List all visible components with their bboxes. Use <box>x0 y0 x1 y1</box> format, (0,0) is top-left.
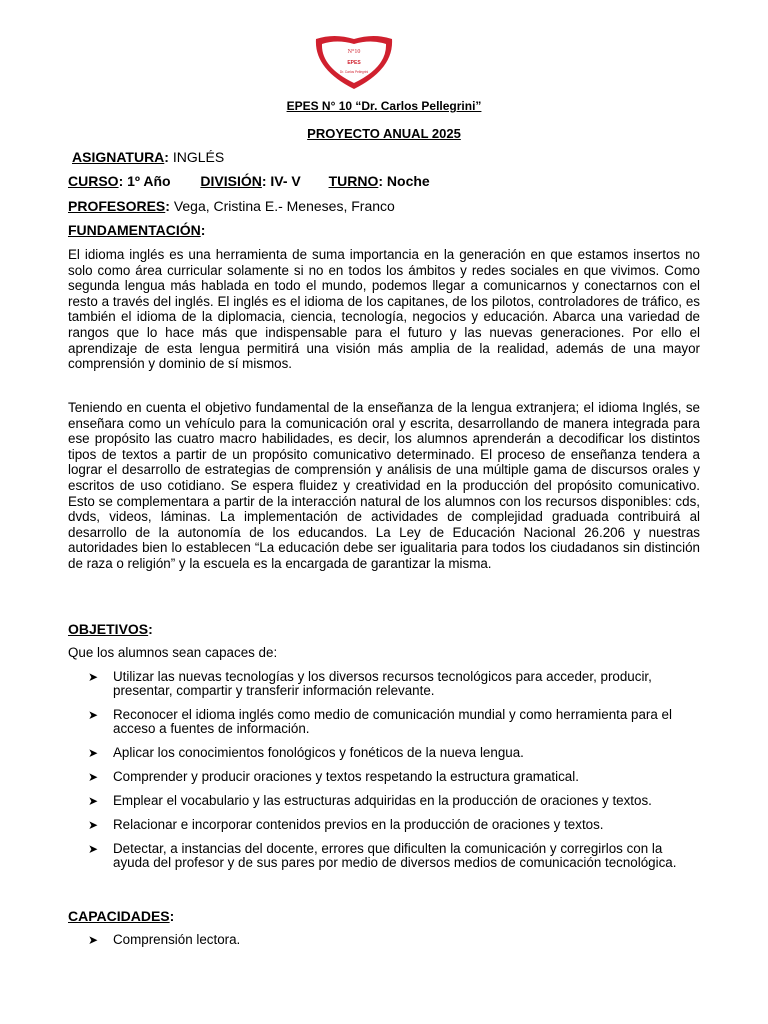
asignatura-label: ASIGNATURA <box>72 149 165 165</box>
list-item: ➤ Utilizar las nuevas tecnologías y los diversos recursos tecnológicos para acceder, producir, presentar, compartir y transferir información relevante. <box>88 669 652 698</box>
profesores-label: PROFESORES <box>68 198 166 214</box>
arrow-bullet-icon: ➤ <box>88 770 99 784</box>
fundamentacion-paragraph-1: El idioma inglés es una herramienta de suma importancia en la generación en que estamos insertos no solo como área curricular solamente si no en todos los ámbitos y redes sociales en que vivimos. Como segunda lengua más hablada en todo el mundo, podemos llegar a comunicarnos y conectarnos con el resto a través del inglés. El inglés es el idioma de los capitanes, de los pilotos, controladores de tráfico, es también el idioma de la diplomacia, ciencia, tecnología, negocios y educación. Abarca una variedad de rangos que lo hace más que indispensable para el futuro y las nuevas generaciones. Por ello el aprendizaje de esta lengua permitirá una visión más amplia de la realidad, además de una mayor comprensión y dominio de sí mismos. <box>68 247 700 372</box>
arrow-bullet-icon: ➤ <box>88 933 99 947</box>
logo-text-mid: EPES <box>347 60 361 66</box>
fundamentacion-paragraph-2: Teniendo en cuenta el objetivo fundamental de la enseñanza de la lengua extranjera; el idioma Inglés, se enseñara como un vehículo para la comunicación oral y escrita, desarrollando de manera integrada para ese propósito las cuatro macro habilidades, es decir, los alumnos aprenderán a decodificar los distintos tipos de textos a partir de un propósito comunicativo determinado. El proceso de enseñanza tendera a lograr el desarrollo de estrategias de comprensión y análisis de una múltiple gama de discursos orales y escritos de uso cotidiano. Se espera fluidez y creatividad en la producción del propósito comunicativo. Esto se complementara a partir de la interacción natural de los alumnos con los recursos disponibles: cds, dvds, videos, láminas. La implementación de actividades de complejidad graduada contribuirá al desarrollo de la autonomía de los educandos. La Ley de Educación Nacional 26.206 y nuestras autoridades bien lo establecen “La educación debe ser igualitaria para todos los ciudadanos sin distinción de raza o religión” y la escuela es la encargada de garantizar la misma. <box>68 400 700 571</box>
capacidades-heading: CAPACIDADES: <box>68 908 175 924</box>
list-item: ➤ Detectar, a instancias del docente, errores que dificulten la comunicación y corregirlos con la ayuda del profesor y de sus pares por medio de diversos medios de comunicación tecnológica. <box>88 841 677 870</box>
curso-label: CURSO <box>68 173 119 189</box>
division-value: IV- V <box>270 173 301 189</box>
logo-text-top: N°10 <box>347 49 361 55</box>
curso-value: 1º Año <box>127 173 171 189</box>
arrow-bullet-icon: ➤ <box>88 794 99 808</box>
arrow-bullet-icon: ➤ <box>88 818 99 832</box>
document-title: PROYECTO ANUAL 2025 <box>307 126 461 141</box>
asignatura-value: INGLÉS <box>172 149 225 165</box>
logo-text-bottom: Dr. Carlos Pellegrini <box>339 70 369 74</box>
list-item: ➤ Aplicar los conocimientos fonológicos y fonéticos de la nueva lengua. <box>88 745 524 760</box>
turno-label: TURNO <box>328 173 379 189</box>
list-item: ➤ Comprensión lectora. <box>88 932 241 947</box>
asignatura-row: ASIGNATURA: INGLÉS <box>72 149 225 165</box>
arrow-bullet-icon: ➤ <box>88 746 99 760</box>
profesores-row: PROFESORES: Vega, Cristina E.- Meneses, Franco <box>68 198 395 214</box>
profesores-value: Vega, Cristina E.- Meneses, Franco <box>173 198 395 214</box>
division-label: DIVISIÓN <box>200 173 262 189</box>
objetivos-list <box>88 670 700 870</box>
list-item: ➤ Emplear el vocabulario y las estructuras adquiridas en la producción de oraciones y textos. <box>88 793 652 808</box>
list-item: ➤ Comprender y producir oraciones y textos respetando la estructura gramatical. <box>88 769 579 784</box>
capacidades-list <box>88 933 700 947</box>
school-logo <box>312 33 396 91</box>
fundamentacion-heading: FUNDAMENTACIÓN: <box>68 222 206 238</box>
list-item: ➤ Reconocer el idioma inglés como medio de comunicación mundial y como herramienta para el acceso a fuentes de información. <box>88 707 672 736</box>
arrow-bullet-icon: ➤ <box>88 670 99 684</box>
arrow-bullet-icon: ➤ <box>88 842 99 856</box>
objetivos-intro: Que los alumnos sean capaces de: <box>68 645 278 660</box>
turno-value: Noche <box>386 173 430 189</box>
arrow-bullet-icon: ➤ <box>88 708 99 722</box>
list-item: ➤ Relacionar e incorporar contenidos previos en la producción de oraciones y textos. <box>88 817 604 832</box>
school-name: EPES N° 10 “Dr. Carlos Pellegrini” <box>286 99 482 113</box>
objetivos-heading: OBJETIVOS: <box>68 621 153 637</box>
curso-row: CURSO: 1º Año DIVISIÓN: IV- V TURNO: Noche <box>68 173 430 189</box>
